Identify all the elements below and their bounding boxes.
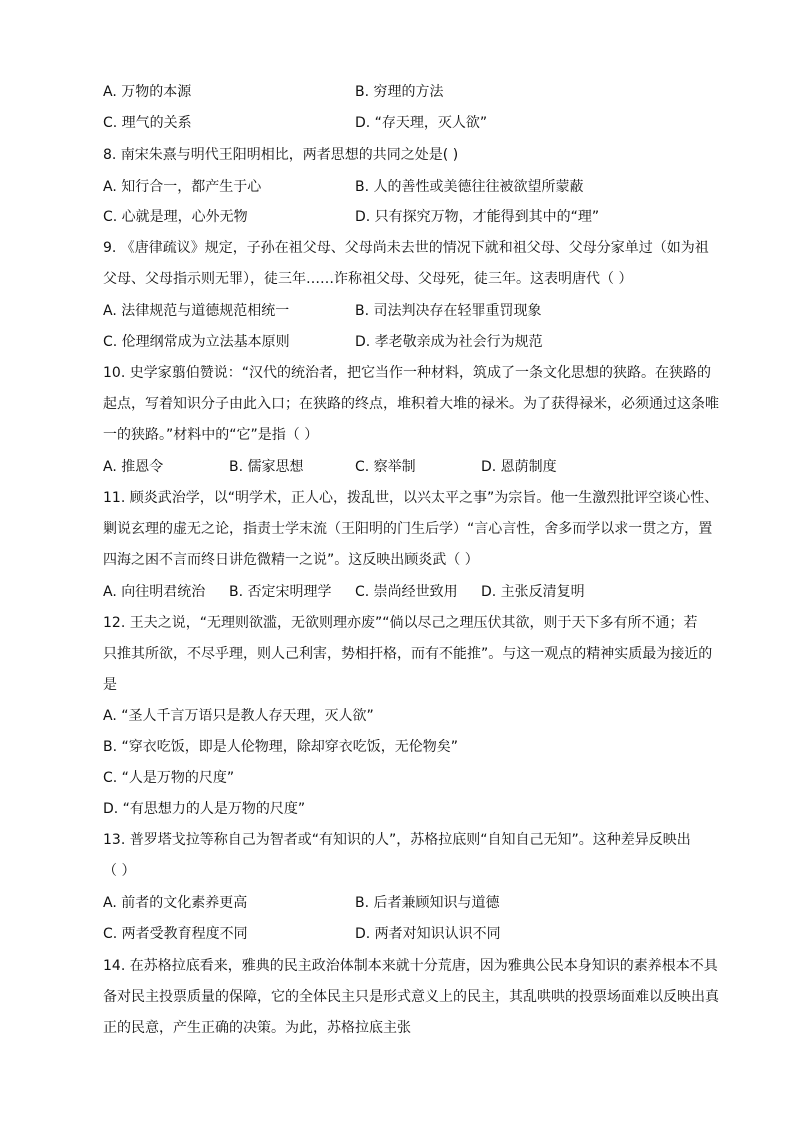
q9-option-b[interactable]: B. 司法判决存在轻罪重罚现象 bbox=[355, 303, 542, 319]
q9-option-c[interactable]: C. 伦理纲常成为立法基本原则 bbox=[103, 334, 290, 350]
q9-stem-line-1: 9. 《唐律疏议》规定，子孙在祖父母、父母尚未去世的情况下就和祖父母、父母分家单过（如为祖 bbox=[103, 240, 709, 256]
q7-option-c[interactable]: C. 理气的关系 bbox=[103, 115, 192, 131]
q10-stem-line-1: 10. 史学家翦伯赞说：“汉代的统治者，把它当作一种材料，筑成了一条文化思想的狭路。在狭路的 bbox=[103, 365, 711, 381]
q10-stem-line-3: 一的狭路。”材料中的“它”是指（ ） bbox=[103, 427, 319, 443]
q14-stem-line-2: 备对民主投票质量的保障，它的全体民主只是形式意义上的民主，其乱哄哄的投票场面难以反映出真 bbox=[103, 989, 719, 1005]
q10-option-c[interactable]: C. 察举制 bbox=[355, 459, 416, 475]
q14-stem-line-1: 14. 在苏格拉底看来，雅典的民主政治体制本来就十分荒唐，因为雅典公民本身知识的素养根本不具 bbox=[103, 958, 718, 974]
q11-stem-line-3: 四海之困不言而终日讲危微精一之说”。这反映出顾炎武（ ） bbox=[103, 552, 479, 568]
q12-option-c[interactable]: C. “人是万物的尺度” bbox=[103, 770, 235, 786]
q13-option-a[interactable]: A. 前者的文化素养更高 bbox=[103, 895, 248, 911]
q7-option-b[interactable]: B. 穷理的方法 bbox=[355, 84, 444, 100]
q9-stem-line-2: 父母、父母指示则无罪），徒三年……诈称祖父母、父母死，徒三年。这表明唐代（ ） bbox=[103, 271, 633, 287]
q11-stem-line-1: 11. 顾炎武治学，以“明学术，正人心，拨乱世，以兴太平之事”为宗旨。他一生激烈批评空谈心性、 bbox=[103, 490, 719, 506]
q8-option-a[interactable]: A. 知行合一，都产生于心 bbox=[103, 179, 262, 195]
q11-stem-line-2: 剿说玄理的虚无之论，指责士学末流（王阳明的门生后学）“言心言性，舍多而学以求一贯之方，置 bbox=[103, 521, 713, 537]
q13-option-b[interactable]: B. 后者兼顾知识与道德 bbox=[355, 895, 500, 911]
q8-stem: 8. 南宋朱熹与明代王阳明相比，两者思想的共同之处是( ) bbox=[103, 147, 459, 163]
q7-option-a[interactable]: A. 万物的本源 bbox=[103, 84, 192, 100]
q12-option-b[interactable]: B. “穿衣吃饭，即是人伦物理，除却穿衣吃饭，无伦物矣” bbox=[103, 739, 459, 755]
q11-option-b[interactable]: B. 否定宋明理学 bbox=[229, 584, 332, 600]
q10-stem-line-2: 起点，写着知识分子由此入口；在狭路的终点，堆积着大堆的禄米。为了获得禄米，必须通过这条唯 bbox=[103, 396, 719, 412]
q13-option-d[interactable]: D. 两者对知识认识不同 bbox=[355, 926, 501, 942]
q10-option-b[interactable]: B. 儒家思想 bbox=[229, 459, 304, 475]
q7-option-d[interactable]: D. “存天理，灭人欲” bbox=[355, 115, 488, 131]
q13-option-c[interactable]: C. 两者受教育程度不同 bbox=[103, 926, 248, 942]
q12-stem-line-1: 12. 王夫之说，“无理则欲滥，无欲则理亦废”“倘以尽己之理压伏其欲，则于天下多有所不通；若 bbox=[103, 615, 698, 631]
q12-option-a[interactable]: A. “圣人千言万语只是教人存天理，灭人欲” bbox=[103, 708, 374, 724]
q12-stem-line-3: 是 bbox=[103, 677, 117, 693]
q10-option-a[interactable]: A. 推恩令 bbox=[103, 459, 164, 475]
q8-option-d[interactable]: D. 只有探究万物，才能得到其中的“理” bbox=[355, 209, 600, 225]
q10-option-d[interactable]: D. 恩荫制度 bbox=[481, 459, 557, 475]
q8-option-b[interactable]: B. 人的善性或美德往往被欲望所蒙蔽 bbox=[355, 179, 584, 195]
q13-stem-line-2: （ ） bbox=[103, 863, 136, 879]
q13-stem-line-1: 13. 普罗塔戈拉等称自己为智者或“有知识的人”，苏格拉底则“自知自己无知”。这种差异反映出 bbox=[103, 832, 691, 848]
q9-option-d[interactable]: D. 孝老敬亲成为社会行为规范 bbox=[355, 334, 543, 350]
q9-option-a[interactable]: A. 法律规范与道德规范相统一 bbox=[103, 303, 290, 319]
q11-option-a[interactable]: A. 向往明君统治 bbox=[103, 584, 206, 600]
q12-stem-line-2: 只推其所欲，不尽乎理，则人己利害，势相扞格，而有不能推”。与这一观点的精神实质最为接近的 bbox=[103, 646, 713, 662]
q14-stem-line-3: 正的民意，产生正确的决策。为此，苏格拉底主张 bbox=[103, 1020, 411, 1036]
q8-option-c[interactable]: C. 心就是理，心外无物 bbox=[103, 209, 248, 225]
q12-option-d[interactable]: D. “有思想力的人是万物的尺度” bbox=[103, 801, 306, 817]
q11-option-c[interactable]: C. 崇尚经世致用 bbox=[355, 584, 458, 600]
q11-option-d[interactable]: D. 主张反清复明 bbox=[481, 584, 585, 600]
